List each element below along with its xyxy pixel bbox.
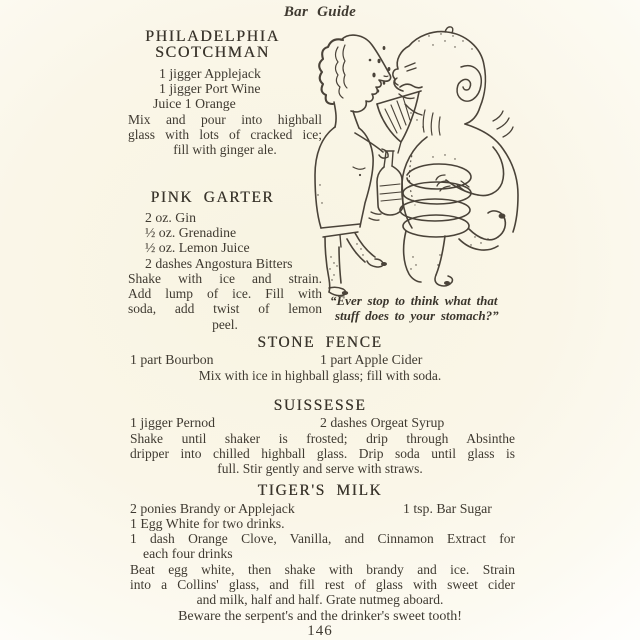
ingredient-line: 1 Egg White for two drinks. (130, 515, 285, 531)
ingredient-line: 1 jigger Applejack (159, 66, 261, 81)
instruction-line: full. Stir gently and serve with straws. (217, 460, 423, 476)
ingredient-line: 2 dashes Angostura Bitters (145, 255, 293, 271)
ingredient-row (95, 352, 545, 367)
bottle (369, 151, 403, 220)
recipe-title-suissesse: SUISSESSE (273, 397, 367, 414)
recipe-title-scotchman: SCOTCHMAN (155, 44, 270, 61)
ingredient-right: 1 tsp. Bar Sugar (403, 500, 492, 516)
instruction-line: Mix with ice in highball glass; fill with soda. (198, 367, 442, 383)
instruction-line: Beat egg white, then shake with brandy and ice. Strain (130, 561, 515, 577)
recipe-title-stone-fence: STONE FENCE (257, 334, 383, 351)
instruction-line: Shake until shaker is frosted; drip through Absinthe (130, 430, 515, 446)
lower-recipes (95, 334, 545, 640)
instruction-line: and milk, half and half. Grate nutmeg aboard. (196, 591, 444, 607)
man-left (315, 35, 391, 295)
ingredient-row (95, 501, 545, 516)
caption-line: stuff does to your stomach?” (335, 308, 499, 323)
caption-line: “Ever stop to think what that (330, 293, 498, 308)
ingredient-line: 1 dash Orange Clove, Vanilla, and Cinnamon Extract for (130, 530, 515, 546)
ingredient-line: 2 oz. Gin (145, 210, 196, 225)
cartoon-caption (330, 293, 580, 323)
running-head: Bar Guide (283, 4, 357, 20)
page-number: 146 (307, 623, 333, 639)
ingredient-line: each four drinks (143, 546, 233, 562)
instruction-line: peel. (212, 316, 238, 332)
ingredient-right: 2 dashes Orgeat Syrup (320, 415, 445, 430)
ingredient-line: ½ oz. Lemon Juice (145, 240, 250, 256)
ingredient-line: Juice 1 Orange (153, 96, 236, 112)
instruction-line: glass with lots of cracked ice; (128, 126, 322, 142)
instruction-line: Mix and pour into highball (128, 111, 322, 127)
ingredient-line: ½ oz. Grenadine (145, 225, 237, 241)
ingredient-row (95, 415, 545, 430)
recipe-title-pink-garter: PINK GARTER (150, 189, 275, 206)
instruction-line: into a Collins' glass, and fill rest of glass with sweet cider (130, 576, 515, 592)
ingredient-left: 2 ponies Brandy or Applejack (130, 500, 295, 516)
recipe-title-philadelphia: PHILADELPHIA (145, 28, 280, 45)
cocktail-glass (377, 91, 421, 153)
ingredient-left: 1 jigger Pernod (130, 415, 216, 430)
footer-warning: Beware the serpent's and the drinker's sweet tooth! (178, 608, 462, 624)
ingredient-left: 1 part Bourbon (130, 352, 214, 367)
instruction-line: fill with ginger ale. (173, 141, 277, 157)
instruction-line: Add lump of ice. Fill with (128, 286, 322, 302)
cartoon-illustration (285, 25, 590, 305)
recipe-title-tigers-milk: TIGER'S MILK (257, 482, 383, 499)
instruction-line: Shake with ice and strain. (128, 271, 322, 286)
man-right (369, 27, 518, 286)
instruction-line: dripper into chilled highball glass. Drip soda until glass is (130, 445, 515, 461)
ingredient-right: 1 part Apple Cider (320, 352, 423, 367)
instruction-line: soda, add twist of lemon (128, 301, 322, 317)
ingredient-line: 1 jigger Port Wine (159, 81, 261, 97)
